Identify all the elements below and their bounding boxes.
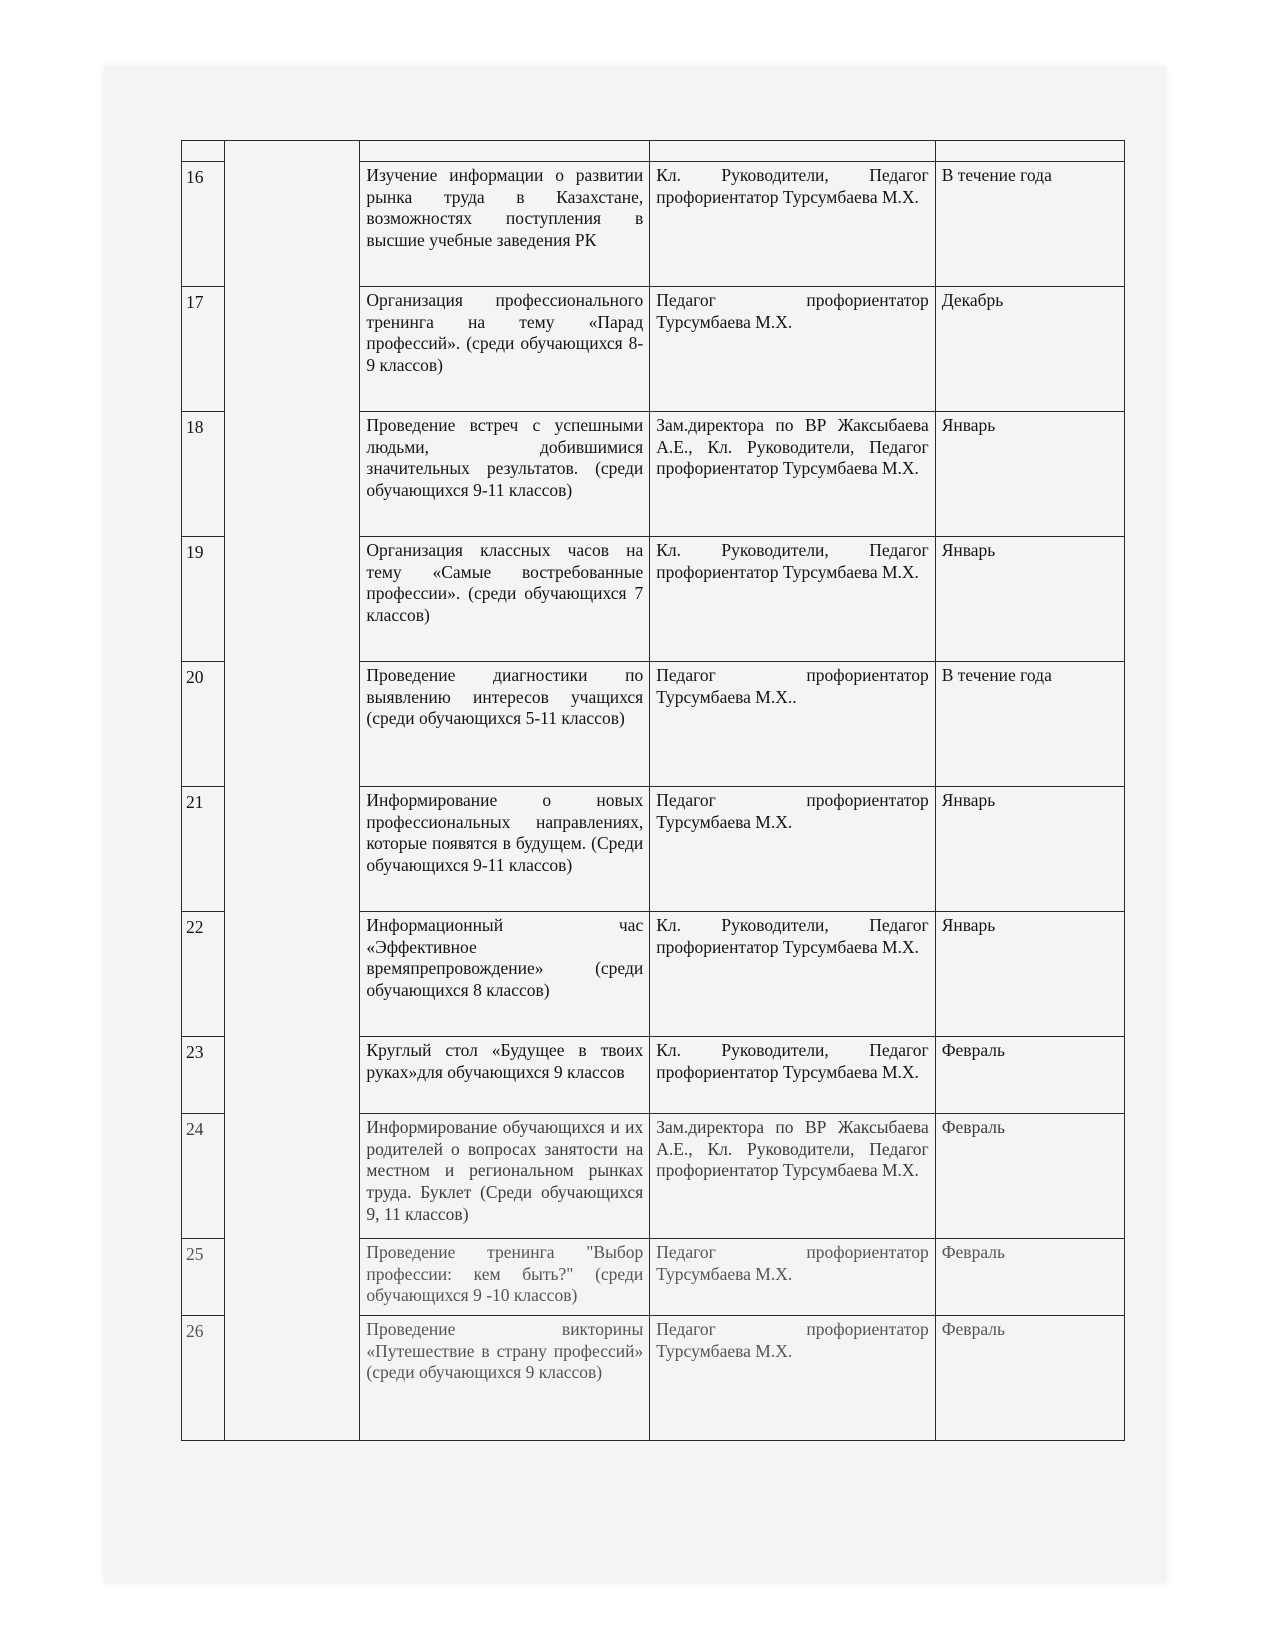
date-cell: [935, 1037, 1124, 1114]
row-number-text: 18: [186, 417, 204, 437]
date-cell: [935, 287, 1124, 412]
event-text: Изучение информации о развитии рынка труда в Казахстане, возможностях поступления в высшие учебные заведения РК: [366, 165, 644, 251]
table-top-row: [182, 141, 1125, 162]
responsible-text: Зам.директора по ВР Жаксыбаева А.Е., Кл. Руководители, Педагог профориентатор Турсумбаева М.Х.: [656, 415, 929, 479]
event-cell: [360, 1239, 650, 1316]
responsible-text: Кл. Руководители, Педагог профориентатор Турсумбаева М.Х.: [656, 915, 929, 957]
row-number: [182, 787, 225, 912]
date-text: Февраль: [941, 1242, 1005, 1262]
date-cell: [935, 412, 1124, 537]
row-number-text: 17: [186, 292, 204, 312]
event-cell: [360, 162, 650, 287]
event-text: Круглый стол «Будущее в твоих руках»для обучающихся 9 классов: [366, 1040, 644, 1082]
responsible-cell: [650, 162, 935, 287]
responsible-text: Педагог профориентатор Турсумбаева М.Х..: [656, 665, 929, 707]
event-cell: [360, 412, 650, 537]
date-cell: [935, 1114, 1124, 1239]
event-cell: [360, 1316, 650, 1441]
event-text: Информирование обучающихся и их родителей о вопросах занятости на местном и региональном рынках труда. Буклет (Среди обучающихся 9, 11 классов): [366, 1117, 644, 1224]
responsible-cell: [650, 912, 935, 1037]
event-text: Проведение встреч с успешными людьми, добившимися значительных результатов. (среди обучающихся 9-11 классов): [366, 415, 644, 501]
row-number-text: 25: [186, 1244, 204, 1264]
event-cell: [360, 287, 650, 412]
date-text: В течение года: [941, 165, 1052, 185]
row-number-text: 21: [186, 792, 204, 812]
row-number-text: 16: [186, 167, 204, 187]
responsible-cell: [650, 1114, 935, 1239]
responsible-cell: [650, 287, 935, 412]
event-cell: [360, 787, 650, 912]
date-cell: [935, 1239, 1124, 1316]
responsible-text: Педагог профориентатор Турсумбаева М.Х.: [656, 790, 929, 832]
activity-plan-table: [181, 140, 1125, 1441]
row-number-text: 24: [186, 1119, 204, 1139]
event-cell: [360, 662, 650, 787]
row-number: [182, 1316, 225, 1441]
date-cell: [935, 912, 1124, 1037]
responsible-cell: [650, 537, 935, 662]
empty-cell: [360, 141, 650, 162]
date-text: Январь: [941, 790, 996, 810]
event-text: Проведение викторины «Путешествие в страну профессий» (среди обучающихся 9 классов): [366, 1319, 644, 1383]
row-number: [182, 287, 225, 412]
row-number-text: 20: [186, 667, 204, 687]
date-text: Декабрь: [941, 290, 1004, 310]
date-text: Февраль: [941, 1319, 1005, 1339]
row-number: [182, 412, 225, 537]
responsible-text: Педагог профориентатор Турсумбаева М.Х.: [656, 1319, 929, 1361]
row-number-text: 22: [186, 917, 204, 937]
empty-cell: [650, 141, 935, 162]
date-text: Январь: [941, 415, 996, 435]
responsible-cell: [650, 1239, 935, 1316]
event-text: Информирование о новых профессиональных направлениях, которые появятся в будущем. (Среди обучающихся 9-11 классов): [366, 790, 644, 876]
row-number: [182, 1037, 225, 1114]
date-cell: [935, 1316, 1124, 1441]
event-text: Проведение диагностики по выявлению интересов учащихся (среди обучающихся 5-11 классов): [366, 665, 644, 729]
responsible-text: Кл. Руководители, Педагог профориентатор Турсумбаева М.Х.: [656, 540, 929, 582]
date-cell: [935, 162, 1124, 287]
date-cell: [935, 662, 1124, 787]
responsible-cell: [650, 662, 935, 787]
empty-cell: [935, 141, 1124, 162]
event-cell: [360, 912, 650, 1037]
date-cell: [935, 787, 1124, 912]
event-text: Организация профессионального тренинга на тему «Парад профессий». (среди обучающихся 8-9 классов): [366, 290, 644, 376]
row-number: [182, 912, 225, 1037]
event-text: Организация классных часов на тему «Самые востребованные профессии». (среди обучающихся 7 классов): [366, 540, 644, 626]
row-number-text: 19: [186, 542, 204, 562]
empty-cell: [182, 141, 225, 162]
date-text: Февраль: [941, 1117, 1005, 1137]
responsible-text: Зам.директора по ВР Жаксыбаева А.Е., Кл. Руководители, Педагог профориентатор Турсумбаева М.Х.: [656, 1117, 929, 1181]
event-text: Проведение тренинга "Выбор профессии: кем быть?" (среди обучающихся 9 -10 классов): [366, 1242, 644, 1306]
event-cell: [360, 1037, 650, 1114]
responsible-cell: [650, 787, 935, 912]
row-number: [182, 162, 225, 287]
date-text: В течение года: [941, 665, 1052, 685]
responsible-text: Педагог профориентатор Турсумбаева М.Х.: [656, 290, 929, 332]
merged-blank-column: [225, 141, 360, 1441]
event-text: Информационный час «Эффективное времяпрепровождение» (среди обучающихся 8 классов): [366, 915, 644, 1001]
row-number: [182, 1114, 225, 1239]
date-cell: [935, 537, 1124, 662]
responsible-text: Кл. Руководители, Педагог профориентатор Турсумбаева М.Х.: [656, 165, 929, 207]
row-number: [182, 662, 225, 787]
row-number-text: 23: [186, 1042, 204, 1062]
event-cell: [360, 1114, 650, 1239]
responsible-text: Кл. Руководители, Педагог профориентатор Турсумбаева М.Х.: [656, 1040, 929, 1082]
responsible-text: Педагог профориентатор Турсумбаева М.Х.: [656, 1242, 929, 1284]
responsible-cell: [650, 1037, 935, 1114]
date-text: Февраль: [941, 1040, 1005, 1060]
date-text: Январь: [941, 915, 996, 935]
row-number-text: 26: [186, 1321, 204, 1341]
responsible-cell: [650, 1316, 935, 1441]
event-cell: [360, 537, 650, 662]
row-number: [182, 537, 225, 662]
responsible-cell: [650, 412, 935, 537]
row-number: [182, 1239, 225, 1316]
date-text: Январь: [941, 540, 996, 560]
